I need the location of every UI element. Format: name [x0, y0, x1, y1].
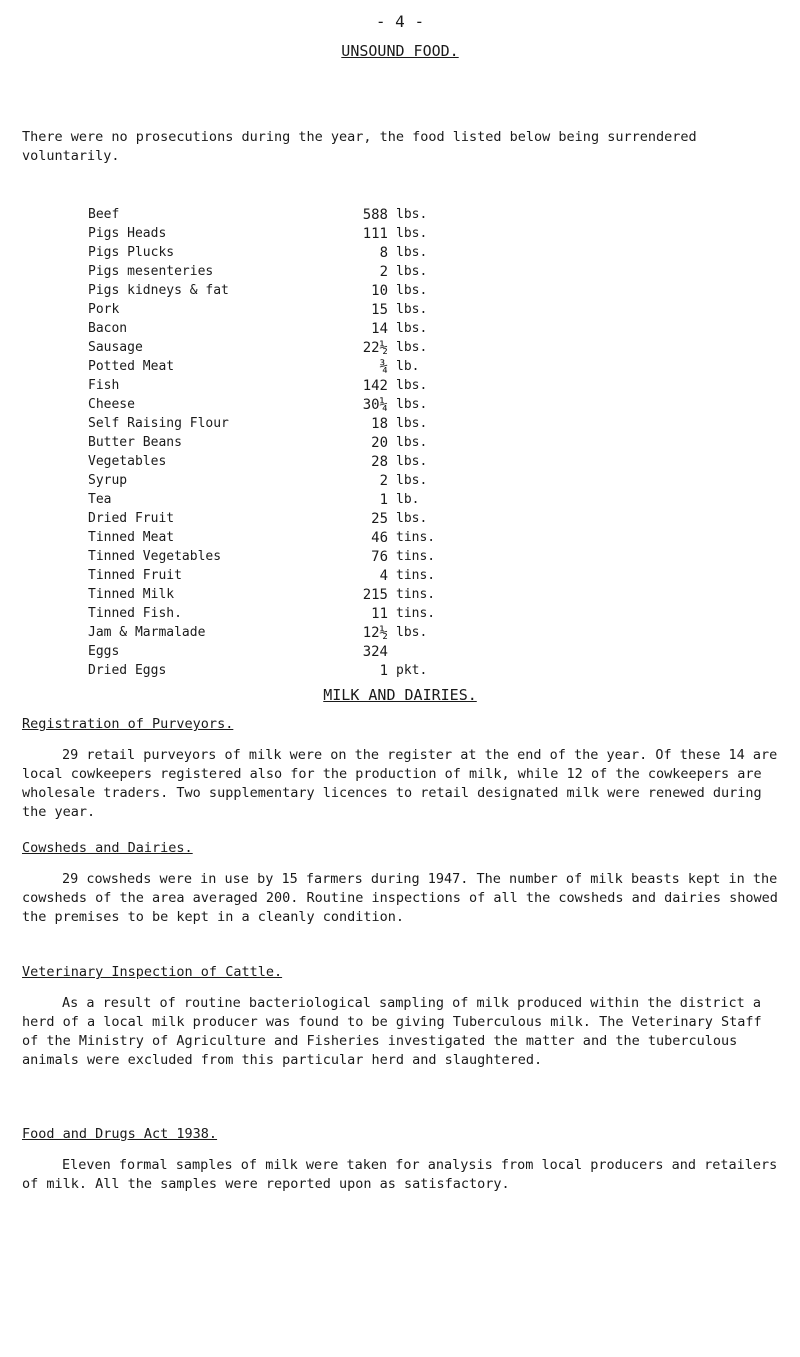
food-row [88, 226, 488, 245]
food-item-name: Jam & Marmalade [88, 625, 206, 640]
food-item-name: Syrup [88, 473, 128, 488]
food-item-quantity: 1 [379, 663, 388, 679]
food-row [88, 625, 488, 644]
food-item-name: Tinned Fish. [88, 606, 182, 621]
food-item-quantity: 215 [362, 587, 388, 603]
food-item-quantity: 15 [371, 302, 388, 318]
section-heading-registration: Registration of Purveyors. [22, 716, 234, 732]
food-row [88, 264, 488, 283]
food-item-name: Dried Eggs [88, 663, 167, 678]
food-item-name: Pigs mesenteries [88, 264, 214, 279]
food-item-unit: lbs. [396, 435, 428, 450]
food-item-name: Tinned Vegetables [88, 549, 222, 564]
food-item-unit: lbs. [396, 473, 428, 488]
food-item-unit: tins. [396, 568, 436, 583]
food-row [88, 454, 488, 473]
food-item-quantity: 142 [362, 378, 388, 394]
page-number: - 4 - [375, 12, 425, 31]
food-item-name: Dried Fruit [88, 511, 175, 526]
food-row [88, 473, 488, 492]
food-row [88, 207, 488, 226]
food-row [88, 416, 488, 435]
food-item-unit: lbs. [396, 378, 428, 393]
food-item-unit: lbs. [396, 454, 428, 469]
food-item-unit: lbs. [396, 321, 428, 336]
food-item-unit: lbs. [396, 302, 428, 317]
food-item-unit: tins. [396, 530, 436, 545]
food-item-quantity: 4 [379, 568, 388, 584]
section-text-registration: 29 retail purveyors of milk were on the register at the end of the year. Of these 14 are local cowkeepers registered also for the production of milk, while 12 of the cowkeepers are wholesale traders. Two supplementary licences to retail designated milk were renewed during the year. [22, 747, 778, 820]
food-item-unit: tins. [396, 587, 436, 602]
food-item-quantity: 588 [362, 207, 388, 223]
food-item-unit: lbs. [396, 625, 428, 640]
food-item-name: Pigs Heads [88, 226, 167, 241]
food-row [88, 663, 488, 682]
food-row [88, 283, 488, 302]
food-item-unit: lb. [396, 359, 420, 374]
food-row [88, 397, 488, 416]
title-heading [0, 42, 800, 60]
food-item-name: Self Raising Flour [88, 416, 229, 431]
food-item-unit: lbs. [396, 397, 428, 412]
food-item-name: Tinned Fruit [88, 568, 182, 583]
food-item-name: Potted Meat [88, 359, 175, 374]
food-item-name: Pork [88, 302, 120, 317]
food-item-quantity: 25 [371, 511, 388, 527]
food-item-quantity: 11 [371, 606, 388, 622]
food-item-quantity: 2 [379, 264, 388, 280]
food-item-quantity: 8 [379, 245, 388, 261]
food-item-unit: tins. [396, 606, 436, 621]
food-item-unit: lbs. [396, 264, 428, 279]
food-row [88, 568, 488, 587]
food-item-quantity: 76 [371, 549, 388, 565]
food-row [88, 340, 488, 359]
milk-dairies-text: MILK AND DAIRIES. [323, 686, 477, 704]
food-item-quantity: 14 [371, 321, 388, 337]
food-item-name: Bacon [88, 321, 128, 336]
food-item-name: Fish [88, 378, 120, 393]
food-item-unit: lbs. [396, 283, 428, 298]
food-row [88, 606, 488, 625]
food-row [88, 245, 488, 264]
title-text: UNSOUND FOOD. [341, 42, 459, 60]
food-item-name: Pigs Plucks [88, 245, 175, 260]
food-row [88, 492, 488, 511]
food-row [88, 359, 488, 378]
food-item-unit: lbs. [396, 226, 428, 241]
food-row [88, 435, 488, 454]
food-item-name: Butter Beans [88, 435, 182, 450]
food-item-unit: lbs. [396, 207, 428, 222]
food-item-quantity: 30¼ [362, 397, 388, 413]
food-item-quantity: 12½ [362, 625, 388, 641]
food-row [88, 321, 488, 340]
food-item-name: Beef [88, 207, 120, 222]
section-heading-veterinary: Veterinary Inspection of Cattle. [22, 964, 283, 980]
food-row [88, 587, 488, 606]
food-item-quantity: 10 [371, 283, 388, 299]
food-item-unit: lbs. [396, 416, 428, 431]
food-item-quantity: 22½ [362, 340, 388, 356]
food-item-quantity: 1 [379, 492, 388, 508]
food-item-unit: pkt. [396, 663, 428, 678]
food-item-quantity: 2 [379, 473, 388, 489]
food-item-name: Tea [88, 492, 112, 507]
milk-dairies-heading [0, 686, 800, 704]
food-item-quantity: ¾ [379, 359, 388, 375]
section-text-veterinary: As a result of routine bacteriological sampling of milk produced within the district a herd of a local milk producer was found to be giving Tuberculous milk. The Veterinary Staff of the Ministry of Agriculture and Fisheries investigated the matter and the tuberculous animals were excluded from this particular herd and slaughtered. [22, 995, 762, 1068]
food-item-quantity: 324 [362, 644, 388, 660]
food-item-quantity: 28 [371, 454, 388, 470]
food-list [88, 207, 488, 682]
food-item-unit: tins. [396, 549, 436, 564]
section-heading-cowsheds: Cowsheds and Dairies. [22, 840, 193, 856]
food-row [88, 644, 488, 663]
food-item-unit: lbs. [396, 511, 428, 526]
food-item-unit: lb. [396, 492, 420, 507]
section-text-cowsheds: 29 cowsheds were in use by 15 farmers during 1947. The number of milk beasts kept in the cowsheds of the area averaged 200. Routine inspections of all the cowsheds and dairies showed the premises to be kept in a cleanly condition. [22, 871, 778, 925]
food-item-quantity: 111 [362, 226, 388, 242]
food-item-name: Vegetables [88, 454, 167, 469]
food-item-name: Cheese [88, 397, 135, 412]
food-item-unit: lbs. [396, 340, 428, 355]
food-row [88, 378, 488, 397]
food-row [88, 530, 488, 549]
food-item-unit: lbs. [396, 245, 428, 260]
food-row [88, 549, 488, 568]
section-text-food-drugs: Eleven formal samples of milk were taken for analysis from local producers and retailers of milk. All the samples were reported upon as satisfactory. [22, 1157, 778, 1192]
food-item-quantity: 46 [371, 530, 388, 546]
food-item-quantity: 20 [371, 435, 388, 451]
food-item-name: Tinned Meat [88, 530, 175, 545]
food-row [88, 511, 488, 530]
section-heading-food-drugs: Food and Drugs Act 1938. [22, 1126, 218, 1142]
food-item-quantity: 18 [371, 416, 388, 432]
food-item-name: Pigs kidneys & fat [88, 283, 229, 298]
food-item-name: Sausage [88, 340, 143, 355]
intro-paragraph: There were no prosecutions during the year, the food listed below being surrendered voluntarily. [22, 129, 697, 164]
food-row [88, 302, 488, 321]
food-item-name: Tinned Milk [88, 587, 175, 602]
food-item-name: Eggs [88, 644, 120, 659]
